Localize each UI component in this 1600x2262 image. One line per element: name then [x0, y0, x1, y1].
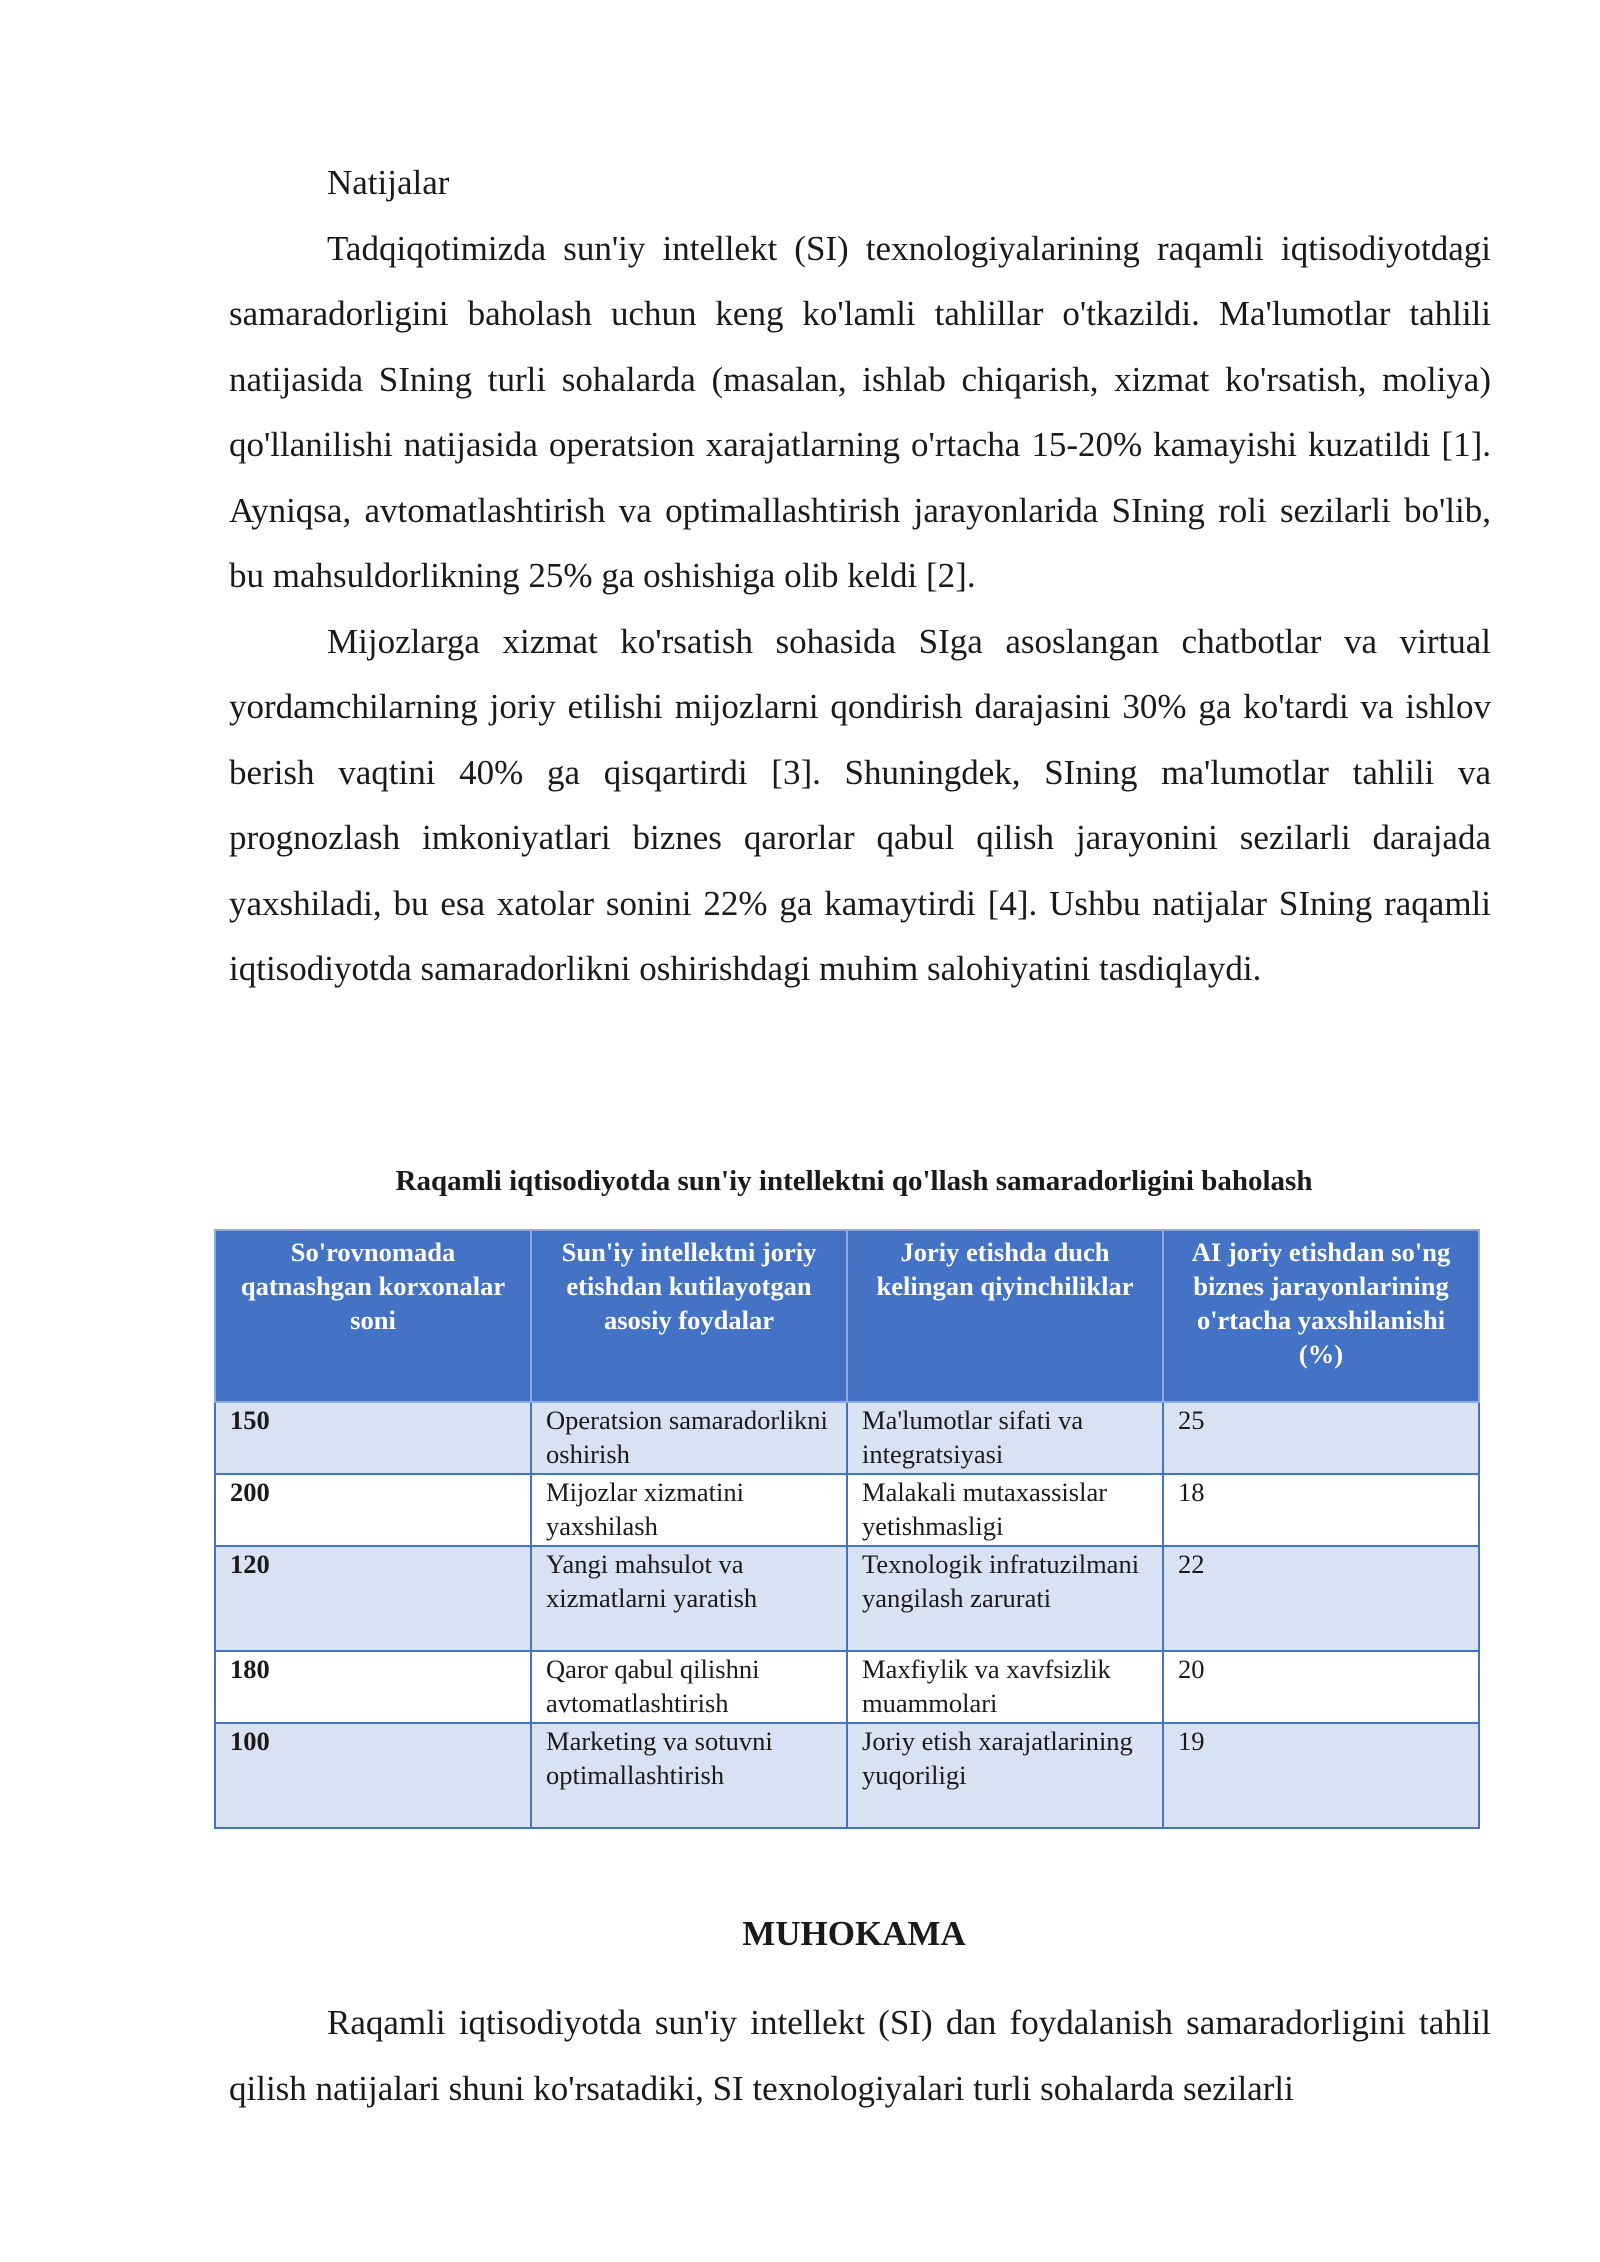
results-section	[229, 150, 1491, 1002]
cell-improvement: 20	[1163, 1651, 1479, 1723]
table-row	[215, 1651, 1479, 1723]
table-header-row	[215, 1230, 1479, 1402]
results-paragraph-1: Tadqiqotimizda sun'iy intellekt (SI) texnologiyalarining raqamli iqtisodiyotdagi samaradorligini baholash uchun keng ko'lamli tahlillar o'tkazildi. Ma'lumotlar tahlili natijasida SIning turli sohalarda (masalan, ishlab chiqarish, xizmat ko'rsatish, moliya) qo'llanilishi natijasida operatsion xarajatlarning o'rtacha 15-20% kamayishi kuzatildi [1]. Ayniqsa, avtomatlashtirish va optimallashtirish jarayonlarida SIning roli sezilarli bo'lib, bu mahsuldorlikning 25% ga oshishiga olib keldi [2].	[229, 228, 1491, 595]
table-row	[215, 1474, 1479, 1546]
table-row	[215, 1546, 1479, 1651]
cell-enterprises: 120	[215, 1546, 531, 1651]
cell-challenge: Joriy etish xarajatlarining yuqoriligi	[847, 1723, 1163, 1828]
cell-enterprises: 200	[215, 1474, 531, 1546]
cell-benefit: Mijozlar xizmatini yaxshilash	[531, 1474, 847, 1546]
cell-improvement: 19	[1163, 1723, 1479, 1828]
cell-benefit: Marketing va sotuvni optimallashtirish	[531, 1723, 847, 1828]
discussion-paragraph: Raqamli iqtisodiyotda sun'iy intellekt (SI) dan foydalanish samaradorligini tahlil qilish natijalari shuni ko'rsatadiki, SI texnologiyalari turli sohalarda sezilarli	[229, 2003, 1491, 2108]
table-row	[215, 1402, 1479, 1474]
results-heading: Natijalar	[327, 163, 450, 202]
cell-benefit: Operatsion samaradorlikni oshirish	[531, 1402, 847, 1474]
cell-improvement: 22	[1163, 1546, 1479, 1651]
table-caption: Raqamli iqtisodiyotda sun'iy intellektni qo'llash samaradorligini baholash	[395, 1165, 1313, 1197]
cell-improvement: 18	[1163, 1474, 1479, 1546]
cell-challenge: Malakali mutaxassislar yetishmasligi	[847, 1474, 1163, 1546]
cell-enterprises: 180	[215, 1651, 531, 1723]
cell-challenge: Texnologik infratuzilmani yangilash zarurati	[847, 1546, 1163, 1651]
header-improvement: AI joriy etishdan so'ng biznes jarayonlarining o'rtacha yaxshilanishi (%)	[1163, 1230, 1479, 1402]
cell-benefit: Qaror qabul qilishni avtomatlashtirish	[531, 1651, 847, 1723]
cell-challenge: Maxfiylik va xavfsizlik muammolari	[847, 1651, 1163, 1723]
cell-benefit: Yangi mahsulot va xizmatlarni yaratish	[531, 1546, 847, 1651]
results-paragraph-2: Mijozlarga xizmat ko'rsatish sohasida SIga asoslangan chatbotlar va virtual yordamchilarning joriy etilishi mijozlarni qondirish darajasini 30% ga ko'tardi va ishlov berish vaqtini 40% ga qisqartirdi [3]. Shuningdek, SIning ma'lumotlar tahlili va prognozlash imkoniyatlari biznes qarorlar qabul qilish jarayonini sezilarli darajada yaxshiladi, bu esa xatolar sonini 22% ga kamaytirdi [4]. Ushbu natijalar SIning raqamli iqtisodiyotda samaradorlikni oshirishdagi muhim salohiyatini tasdiqlaydi.	[229, 621, 1491, 988]
results-table	[214, 1229, 1480, 1829]
cell-enterprises: 150	[215, 1402, 531, 1474]
table-row	[215, 1723, 1479, 1828]
discussion-section	[229, 1990, 1491, 2121]
discussion-title: MUHOKAMA	[742, 1914, 966, 1953]
cell-improvement: 25	[1163, 1402, 1479, 1474]
cell-enterprises: 100	[215, 1723, 531, 1828]
cell-challenge: Ma'lumotlar sifati va integratsiyasi	[847, 1402, 1163, 1474]
header-benefits: Sun'iy intellektni joriy etishdan kutilayotgan asosiy foydalar	[531, 1230, 847, 1402]
header-challenges: Joriy etishda duch kelingan qiyinchiliklar	[847, 1230, 1163, 1402]
header-enterprises: So'rovnomada qatnashgan korxonalar soni	[215, 1230, 531, 1402]
